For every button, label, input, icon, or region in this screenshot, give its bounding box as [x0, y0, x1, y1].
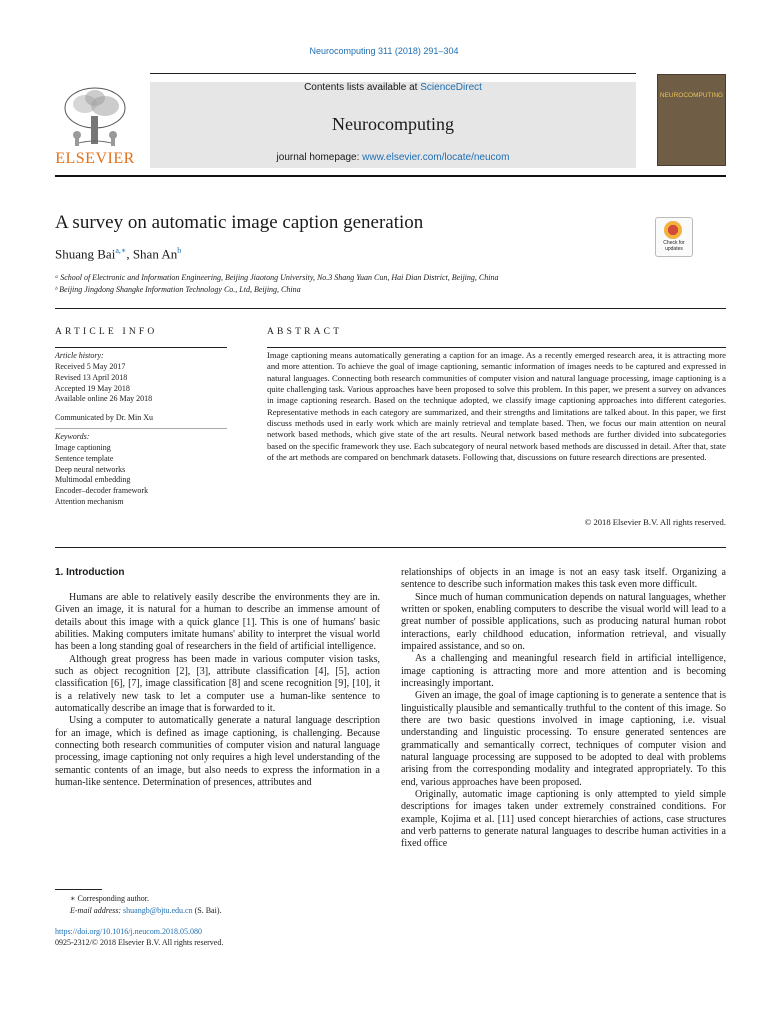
history-item: Revised 13 April 2018: [55, 372, 128, 382]
abstract-text: Image captioning means automatically generating a caption for an image. As a recently emerged research area, it is attracting more and more attention. To achieve the goal of image captioning, semantic information of images needs to be captured and expressed in natural languages. Connecting both research communities of computer vision and natural language processing, image captioning is a quite challenging task. Various approaches have been proposed to solve this problem. In this paper, we present a survey on advances in image captioning research. Based on the technique adopted, we classify image captioning approaches into different categories. Representative methods in each category are summarized, and their strengths and limitations are talked about. In this paper, we first discuss methods used in early work which are mainly retrieval and template based. Then, we focus our main attention on neural network based methods, which give state of the art results. Neural network based methods are further divided into subcategories based on the specific framework they use. Each subcategory of neural network based methods are discussed in detail. After that, state of the art methods are compared on benchmark datasets. Following that, discussions on future research directions are presented.: [267, 350, 726, 463]
article-info-heading: ARTICLE INFO: [55, 327, 158, 337]
check-updates-label: Check for updates: [663, 240, 685, 252]
email-note: [70, 906, 222, 915]
body-paragraph: Since much of human communication depends on natural languages, whether written or spoken, enabling computers to describe the visual world will lead to a great number of possible applications, such as producing natural human robot interactions, early childhood education, information retrieval, and visually impaired assistance, and so on.: [401, 591, 726, 652]
history-list: [55, 362, 230, 405]
abstract-heading: ABSTRACT: [267, 327, 343, 337]
keyword: Image captioning: [55, 443, 111, 452]
doi-link[interactable]: https://doi.org/10.1016/j.neucom.2018.05.080: [55, 927, 202, 936]
paper-title: A survey on automatic image caption generation: [55, 212, 424, 233]
author-name: Shuang Bai: [55, 246, 116, 262]
body-paragraph: Using a computer to automatically generate a natural language description for an image, which is defined as image captioning, is challenging. Because connecting both research communities of computer vision and natural language processing, image captioning not only requires a high level understanding of the semantic contents of an image, but also needs to express the information in a human-like sentence. Determination of presences, attributes and: [55, 715, 380, 788]
journal-reference[interactable]: Neurocomputing 311 (2018) 291–304: [309, 46, 459, 56]
homepage-line: [150, 152, 636, 163]
homepage-link[interactable]: www.elsevier.com/locate/neucom: [362, 152, 510, 163]
affiliation-a: ᵃ School of Electronic and Information Engineering, Beijing Jiaotong University, No.3 Shang Yuan Cun, Hai Dian District, Beijing, China: [55, 273, 499, 282]
history-heading: Article history:: [55, 351, 104, 360]
abstract-copyright: © 2018 Elsevier B.V. All rights reserved.: [584, 517, 726, 527]
keyword: Attention mechanism: [55, 496, 124, 506]
masthead-bottom-rule: [55, 175, 726, 177]
author-affiliation-marker[interactable]: a,∗: [115, 246, 127, 255]
divider: [55, 428, 227, 429]
keywords-heading: Keywords:: [55, 432, 90, 441]
keyword: Multimodal embedding: [55, 475, 131, 485]
keyword: Encoder–decoder framework: [55, 486, 149, 496]
email-label: E-mail address:: [70, 906, 124, 915]
contents-line: [150, 82, 636, 93]
body-paragraph: Given an image, the goal of image captioning is to generate a sentence that is linguistically plausible and semantically truthful to the content of this image. So there are two basic questions involved in image captioning, i.e. visual understanding and linguistic processing. To ensure generated sentences are grammatically and semantically correct, techniques of computer vision and natural language processing are supposed to be adopted to deal with problems arising from the corresponding modality and integrated appropriately. To this end, various approaches have been proposed.: [401, 690, 726, 788]
body-column-right: [401, 567, 726, 851]
divider: [55, 547, 726, 548]
author-affiliation-marker[interactable]: b: [177, 246, 182, 255]
contents-prefix: Contents lists available at: [304, 82, 421, 93]
keyword: Deep neural networks: [55, 464, 126, 474]
body-paragraph: As a challenging and meaningful research field in artificial intelligence, image captioning is attracting more and more attention and is becoming increasingly important.: [401, 653, 726, 689]
divider: [267, 347, 726, 348]
check-updates-icon: [664, 221, 682, 239]
section-heading: 1. Introduction: [55, 567, 125, 578]
history-item: Available online 26 May 2018: [55, 394, 153, 404]
body-paragraph: Humans are able to relatively easily describe the environments they are in. Given an image, it is natural for a human to describe an immense amount of details about this image with a quick glance [1]. This is one of humans' basic abilities. Making computers imitate humans' ability to interpret the visual world has been a long standing goal of researchers in the field of artificial intelligence.: [55, 592, 380, 653]
keyword: Sentence template: [55, 453, 114, 463]
divider: [55, 308, 726, 309]
author-list: Shuang Bai$^{a,∗}$, Shan An$^b$: [55, 246, 182, 262]
affiliation-b: ᵇ Beijing Jingdong Shangke Information Technology Co., Ltd, Beijing, China: [55, 285, 301, 294]
body-paragraph: relationships of objects in an image is not an easy task itself. Organizing a sentence to describe such information makes this task even more difficult.: [401, 567, 726, 591]
journal-name: Neurocomputing: [332, 114, 454, 134]
sciencedirect-link[interactable]: ScienceDirect: [420, 82, 482, 93]
divider: [55, 347, 227, 348]
history-item: Received 5 May 2017: [55, 362, 126, 371]
communicated-by: Communicated by Dr. Min Xu: [55, 413, 153, 422]
cover-title: NEUROCOMPUTING: [659, 92, 724, 99]
email-link[interactable]: shuangb@bjtu.edu.cn: [123, 906, 193, 915]
masthead-top-rule: [150, 73, 636, 74]
author-name: Shan An: [132, 246, 178, 262]
history-item: Accepted 19 May 2018: [55, 383, 130, 393]
issn-line: 0925-2312/© 2018 Elsevier B.V. All rights reserved.: [55, 938, 224, 947]
body-paragraph: Although great progress has been made in various computer vision tasks, such as object recognition [2], [3], attribute classification [4], [5], action classification [6], [7], image classification [8] and scene recognition [9], [10], it is a relatively new task to let a computer use a human-like sentence to automatically describe an image that is forwarded to it.: [55, 653, 380, 714]
email-suffix: (S. Bai).: [192, 906, 222, 915]
corresponding-author-note: ∗ Corresponding author.: [70, 894, 149, 903]
body-column-left: [55, 592, 380, 789]
body-paragraph: Originally, automatic image captioning is only attempted to yield simple descriptions for images taken under extremely constrained conditions. For example, Kojima et al. [11] used concept hierarchies of actions, case structures and verb patterns to generate natural languages to describe human activities in a fixed office: [401, 788, 726, 850]
homepage-prefix: journal homepage:: [276, 152, 363, 163]
elsevier-wordmark: ELSEVIER: [55, 150, 135, 167]
footnote-rule: [55, 889, 102, 890]
keywords-list: [55, 443, 230, 508]
journal-cover-image[interactable]: [657, 74, 726, 166]
